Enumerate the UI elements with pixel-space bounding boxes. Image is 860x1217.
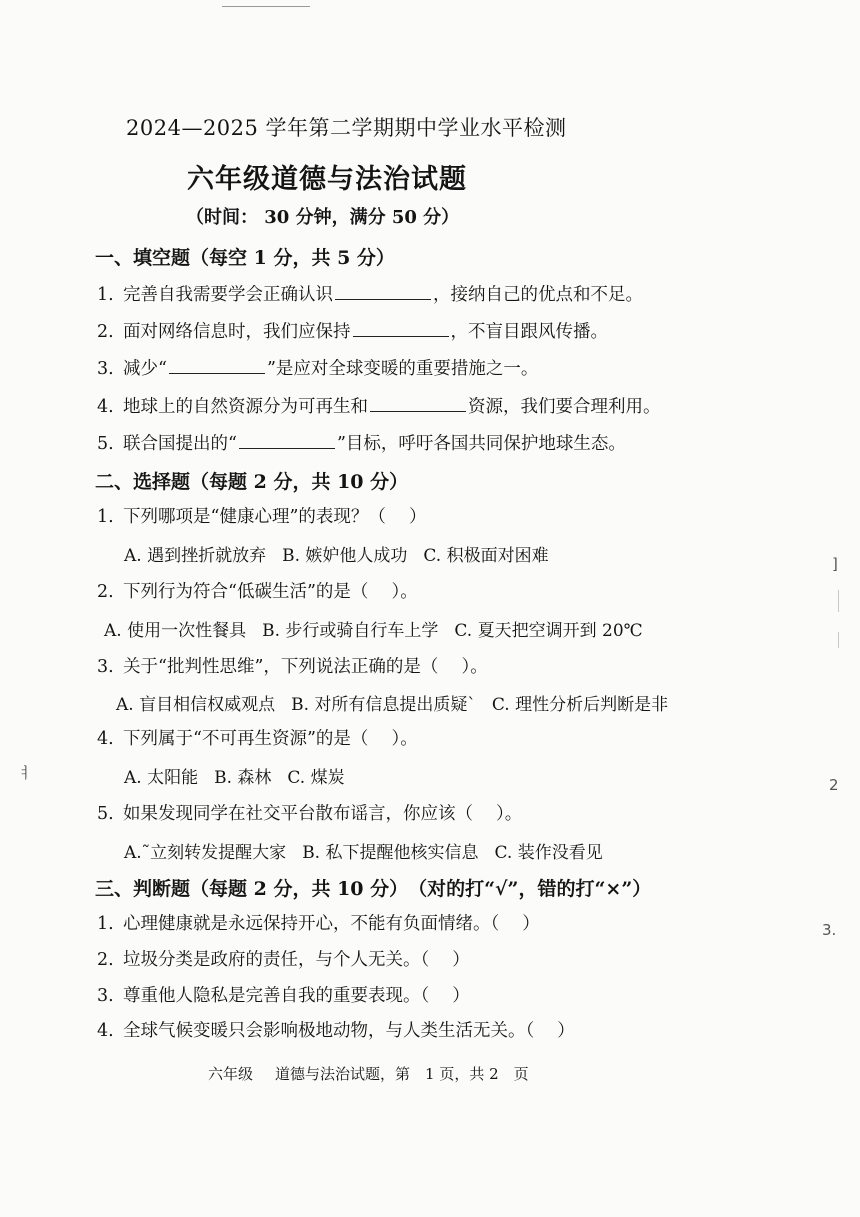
question-number: 4. — [97, 729, 114, 749]
answer-blank — [169, 359, 265, 374]
section-heading-true-false: 三、判断题（每题 2 分，共 10 分） （对的打“√”，错的打“×”） — [95, 878, 652, 900]
question-text: 地球上的自然资源分为可再生和 — [123, 397, 368, 417]
question-text: 减少“ — [123, 359, 167, 379]
choice-options — [104, 616, 643, 641]
choice-options — [124, 838, 603, 863]
option-c: C. 积极面对困难 — [423, 546, 549, 566]
choice-options — [124, 541, 549, 566]
question-text: 下列属于“不可再生资源”的是（ ）。 — [123, 729, 418, 749]
option-a: A. 太阳能 — [124, 768, 199, 788]
judgment-question — [97, 1017, 575, 1042]
question-text: ，接纳自己的优点和不足。 — [433, 285, 643, 305]
question-number: 3. — [97, 986, 114, 1006]
choice-question — [97, 578, 418, 603]
question-number: 1. — [97, 914, 114, 934]
question-number: 2. — [97, 950, 114, 970]
fill-blank-question — [97, 318, 608, 343]
question-number: 4. — [97, 397, 114, 417]
question-text: ，不盲目跟风传播。 — [450, 322, 608, 342]
fill-blank-question — [97, 281, 643, 306]
judgment-question — [97, 982, 470, 1007]
option-a: A. 使用一次性餐具 — [104, 621, 247, 641]
question-text: 联合国提出的“ — [123, 434, 237, 454]
question-number: 4. — [97, 1021, 114, 1041]
fill-blank-question — [97, 355, 538, 380]
edge-mark: 3. — [822, 921, 837, 939]
question-number: 5. — [97, 804, 114, 824]
question-text: 如果发现同学在社交平台散布谣言，你应该（ ）。 — [123, 804, 523, 824]
option-c: C. 理性分析后判断是非 — [491, 695, 669, 715]
fill-blank-question — [97, 430, 626, 455]
footer-page-info: 道德与法治试题，第 1 页，共 2 页 — [275, 1065, 529, 1083]
option-a: A. 遇到挫折就放弃 — [124, 546, 267, 566]
footer-grade: 六年级 — [208, 1065, 254, 1083]
option-b: B. 对所有信息提出质疑` — [291, 695, 476, 715]
choice-question — [97, 800, 522, 825]
answer-blank — [335, 285, 431, 300]
answer-blank — [353, 322, 449, 337]
option-a: A. 盲目相信权威观点 — [116, 695, 276, 715]
question-text: ”是应对全球变暖的重要措施之一。 — [266, 359, 539, 379]
question-number: 5. — [97, 434, 114, 454]
judgment-question — [97, 946, 470, 971]
question-text: 尊重他人隐私是完善自我的重要表现。（ ） — [123, 986, 470, 1006]
section-heading-multiple-choice: 二、选择题（每题 2 分，共 10 分） — [95, 471, 409, 493]
question-number: 2. — [97, 322, 114, 342]
judgment-question — [97, 910, 540, 935]
question-number: 1. — [97, 507, 114, 527]
question-number: 3. — [97, 657, 114, 677]
choice-question — [97, 653, 488, 678]
question-text: ”目标，呼吁各国共同保护地球生态。 — [336, 434, 626, 454]
time-info: （时间： 30 分钟，满分 50 分） — [186, 207, 460, 228]
scan-top-line — [222, 6, 310, 7]
question-text: 资源，我们要合理利用。 — [468, 397, 661, 417]
section-heading-fill-blank: 一、填空题（每空 1 分，共 5 分） — [95, 247, 395, 269]
option-a: A.˜立刻转发提醒大家 — [124, 843, 287, 863]
option-c: C. 煤炭 — [287, 768, 345, 788]
edge-mark: ] — [832, 555, 838, 573]
question-text: 垃圾分类是政府的责任，与个人无关。（ ） — [123, 950, 470, 970]
question-text: 关于“批判性思维”，下列说法正确的是（ ）。 — [123, 657, 488, 677]
answer-blank — [370, 397, 466, 412]
choice-question — [97, 725, 418, 750]
question-text: 下列哪项是“健康心理”的表现？（ ） — [123, 507, 427, 527]
page-footer — [208, 1063, 529, 1084]
choice-question — [97, 503, 426, 528]
question-number: 3. — [97, 359, 114, 379]
choice-options — [116, 690, 668, 715]
option-b: B. 私下提醒他核实信息 — [302, 843, 479, 863]
question-text: 面对网络信息时，我们应保持 — [123, 322, 351, 342]
scan-edge-line — [838, 590, 839, 612]
choice-options — [124, 763, 345, 788]
fill-blank-question — [97, 393, 661, 418]
question-text: 心理健康就是永远保持开心，不能有负面情绪。（ ） — [123, 914, 540, 934]
edge-mark: 2 — [829, 776, 839, 794]
option-c: C. 夏天把空调开到 20℃ — [454, 621, 643, 641]
scan-edge-line — [838, 632, 839, 648]
question-number: 2. — [97, 582, 114, 602]
option-c: C. 装作没看见 — [494, 843, 603, 863]
answer-blank — [239, 434, 335, 449]
option-b: B. 嫉妒他人成功 — [282, 546, 408, 566]
question-number: 1. — [97, 285, 114, 305]
question-text: 全球气候变暖只会影响极地动物，与人类生活无关。（ ） — [123, 1021, 575, 1041]
exam-title: 2024—2025 学年第二学期期中学业水平检测 — [126, 116, 567, 140]
question-text: 下列行为符合“低碳生活”的是（ ）。 — [123, 582, 418, 602]
option-b: B. 森林 — [214, 768, 272, 788]
option-b: B. 步行或骑自行车上学 — [262, 621, 439, 641]
edge-mark: ㅕ — [18, 764, 33, 782]
subject-title: 六年级道德与法治试题 — [187, 164, 467, 195]
question-text: 完善自我需要学会正确认识 — [123, 285, 333, 305]
